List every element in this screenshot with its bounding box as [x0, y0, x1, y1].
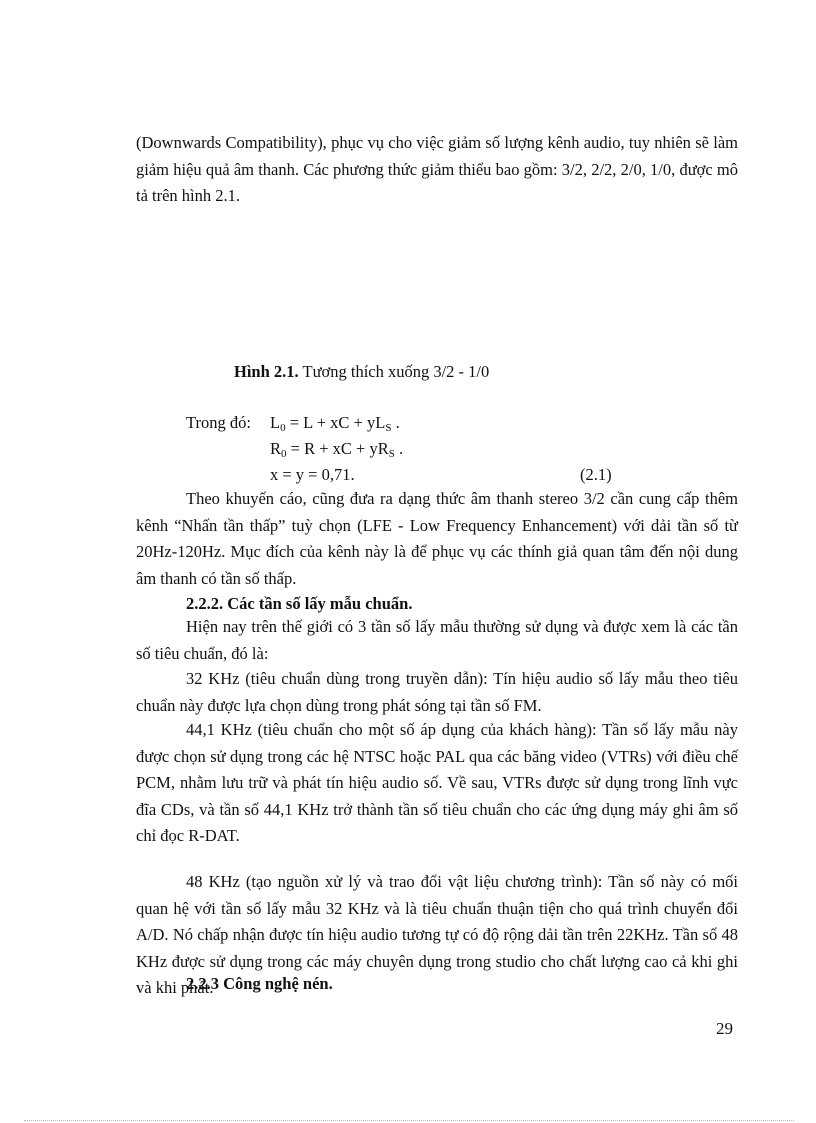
equation-3: x = y = 0,71.	[270, 465, 355, 484]
intro-paragraph: (Downwards Compatibility), phục vụ cho việc giảm số lượng kênh audio, tuy nhiên sẽ làm giảm hiệu quả âm thanh. Các phương thức giảm thiểu bao gồm: 3/2, 2/2, 2/0, 1/0, được mô tả trên hình 2.1.	[136, 133, 738, 205]
figure-label: Hình 2.1.	[234, 362, 299, 381]
section-heading-2-2-3: 2.2.3 Công nghệ nén.	[186, 974, 333, 993]
equation-2: $R_0 = R$ + xC + $yR_S$ .	[270, 439, 404, 460]
equation-1: $L_0 = L$ + xC + $yL_S$ .	[270, 413, 400, 434]
freq-48khz-paragraph: 48 KHz (tạo nguồn xử lý và trao đổi vật liệu chương trình): Tần số này có mối quan hệ với tần số lấy mẫu 32 KHz và là tiêu chuẩn thuận tiện cho quá trình chuyển đổi A/D. Nó chấp nhận được tín hiệu audio tương tự có độ rộng dải tần trên 22KHz. Tần số 48 KHz được sử dụng trong các máy chuyên dụng trong studio cho chất lượng cao cả khi ghi và khi phát.	[136, 872, 738, 997]
page-bottom-divider	[24, 1120, 794, 1121]
frequency-intro-paragraph: Hiện nay trên thế giới có 3 tần số lấy mẫu thường sử dụng và được xem là các tần số tiêu chuẩn, đó là:	[136, 617, 738, 663]
figure-caption	[234, 362, 489, 382]
freq-44khz-paragraph: 44,1 KHz (tiêu chuẩn cho một số áp dụng của khách hàng): Tần số lấy mẫu này được chọn sử dụng trong các hệ NTSC hoặc PAL qua các băng video (VTRs) với điều chế PCM, nhằm lưu trữ và phát tín hiệu audio số. Về sau, VTRs được sử dụng trong lĩnh vực đĩa CDs, và tần số 44,1 KHz trở thành tần số tiêu chuẩn cho các ứng dụng máy ghi âm số chỉ đọc R-DAT.	[136, 720, 738, 845]
section-heading-2-2-2: 2.2.2. Các tần số lấy mẫu chuẩn.	[186, 594, 413, 613]
freq-32khz-paragraph: 32 KHz (tiêu chuẩn dùng trong truyền dẫn): Tín hiệu audio số lấy mẫu theo tiêu chuẩn này được lựa chọn dùng trong phát sóng tại tần số FM.	[136, 669, 738, 715]
equation-intro: Trong đó:	[186, 413, 251, 432]
figure-title: Tương thích xuống 3/2 - 1/0	[302, 362, 490, 381]
page-number: 29	[716, 1019, 733, 1038]
equation-number: (2.1)	[580, 465, 612, 484]
lfe-paragraph: Theo khuyến cáo, cũng đưa ra dạng thức âm thanh stereo 3/2 cần cung cấp thêm kênh “Nhấn tần thấp” tuỳ chọn (LFE - Low Frequency Enhancement) với dải tần số từ 20Hz-120Hz. Mục đích của kênh này là để phục vụ các thính giả quan tâm đến nội dung âm thanh có tần số thấp.	[136, 489, 738, 588]
